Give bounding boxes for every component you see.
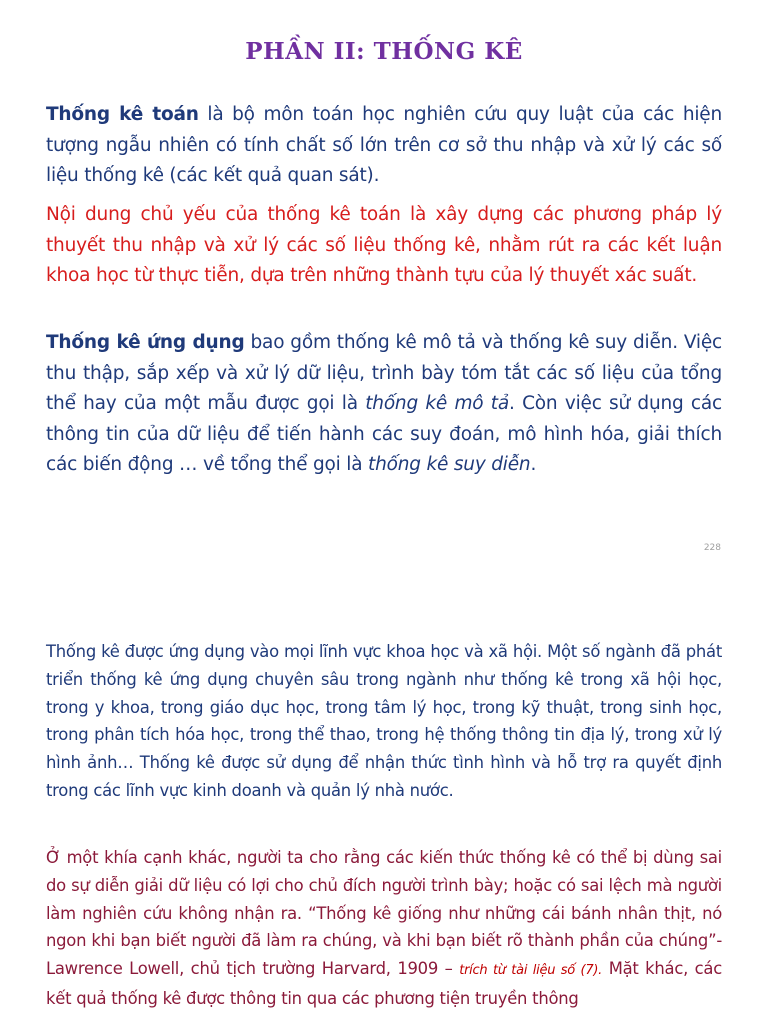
italic-term: thống kê suy diễn: [368, 454, 531, 476]
citation: trích từ tài liệu số (7).: [459, 963, 603, 979]
paragraph-text: .: [530, 454, 537, 476]
page-number: 228: [703, 543, 721, 553]
page-title: PHẦN II: THỐNG KÊ: [245, 38, 523, 65]
paragraph-text: Ở một khía cạnh khác, người ta cho rằng các kiến thức thống kê có thể bị dùng sai do sự diễn giải dữ liệu có lợi cho chủ đích người trình bày; hoặc có sai lệch mà người làm nghiên cứu không nhận ra. “Thống kê giống như những cái bánh nhân thịt, nó ngon khi bạn biết người đã làm ra chúng, và khi bạn biết rõ thành phần của chúng”- Lawrence Lowell, chủ tịch trường Harvard, 1909 –: [46, 848, 722, 979]
paragraph-text: bao gồm thống kê mô tả và thống kê suy diễn. Việc thu thập, sắp xếp và xử lý dữ liệu, trình bày tóm tắt các số liệu của tổng thể hay của một mẫu được gọi là: [46, 332, 722, 415]
paragraph-text: . Còn việc sử dụng các thông tin của dữ liệu để tiến hành các suy đoán, mô hình hóa, giải thích các biến động … về tổng thể gọi là: [46, 393, 723, 476]
definition-paragraph: [46, 100, 722, 192]
term-label: Thống kê toán: [46, 104, 199, 125]
applications-paragraph: Thống kê được ứng dụng vào mọi lĩnh vực khoa học và xã hội. Một số ngành đã phát triển thống kê ứng dụng chuyên sâu trong ngành như thống kê trong xã hội học, trong y khoa, trong giáo dục học, trong tâm lý học, trong kỹ thuật, trong sinh học, trong phân tích hóa học, trong thể thao, trong hệ thống thông tin địa lý, trong xử lý hình ảnh… Thống kê được sử dụng để nhận thức tình hình và hỗ trợ ra quyết định trong các lĩnh vực kinh doanh và quản lý nhà nước.: [46, 642, 722, 800]
italic-term: thống kê mô tả: [365, 393, 509, 415]
definition-text: là bộ môn toán học nghiên cứu quy luật của các hiện tượng ngẫu nhiên có tính chất số lớn trên cơ sở thu nhập và xử lý các số liệu thống kê (các kết quả quan sát).: [46, 104, 722, 187]
slide-229: [0, 580, 768, 1024]
misuse-paragraph: [46, 844, 722, 1013]
applied-stats-paragraph: [46, 328, 722, 481]
content-paragraph: Nội dung chủ yếu của thống kê toán là xây dựng các phương pháp lý thuyết thu nhập và xử lý các số liệu thống kê, nhằm rút ra các kết luận khoa học từ thực tiễn, dựa trên những thành tựu của lý thuyết xác suất.: [46, 204, 722, 287]
term-label: Thống kê ứng dụng: [46, 332, 245, 353]
paragraph-text: Mặt khác, các kết quả thống kê được thông tin qua các phương tiện truyền thông: [46, 959, 722, 1008]
